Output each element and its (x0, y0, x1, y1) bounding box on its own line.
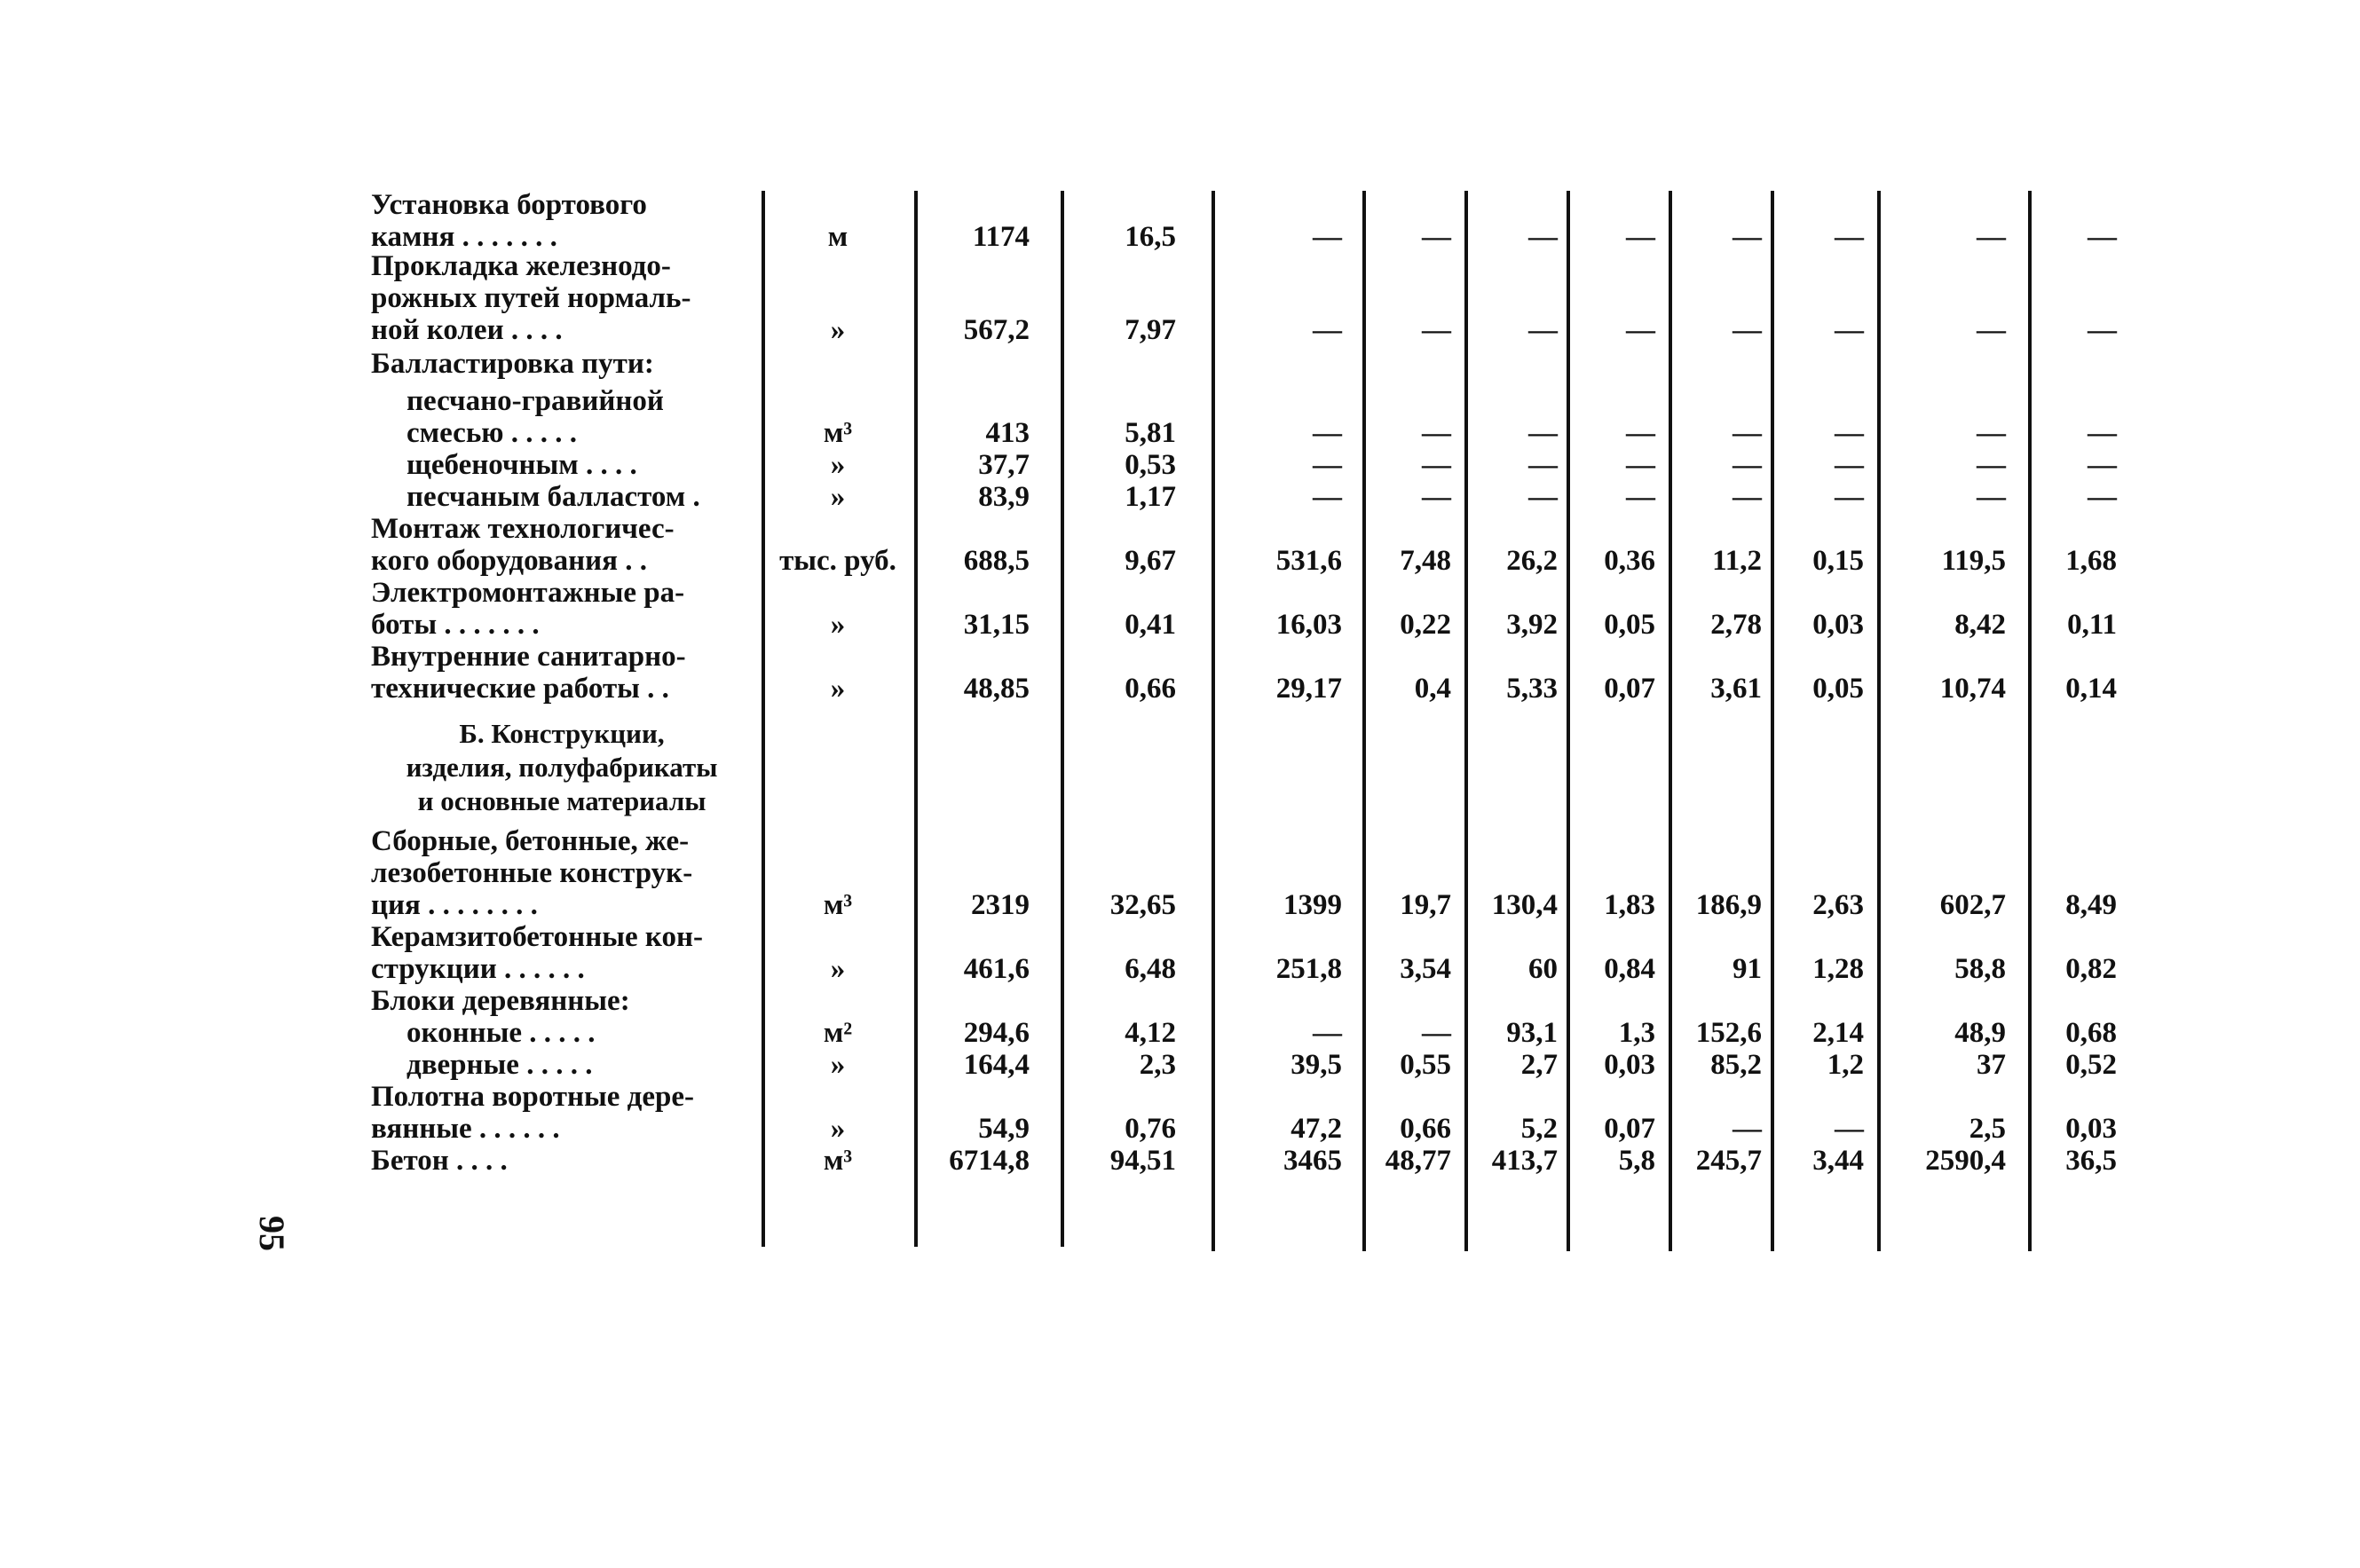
row-label: оконные . . . . . (406, 1017, 596, 1049)
value-cell: 152,6 (1695, 1017, 1762, 1049)
value-cell: 2319 (971, 889, 1030, 921)
column-rule (762, 191, 765, 1247)
column-rule (1061, 191, 1064, 1247)
row-label: Балластировка пути: (371, 348, 654, 380)
value-cell: — (1977, 449, 2006, 481)
row-label: камня . . . . . . . (371, 221, 557, 253)
value-cell: — (1835, 449, 1864, 481)
value-cell: 93,1 (1506, 1017, 1558, 1049)
value-cell: 461,6 (963, 953, 1030, 985)
value-cell: — (1528, 481, 1558, 513)
value-cell: — (1835, 481, 1864, 513)
unit-cell: » (830, 673, 846, 705)
value-cell: 3,61 (1710, 673, 1762, 705)
row-label: рожных путей нормаль- (371, 282, 691, 314)
value-cell: 0,66 (1125, 673, 1176, 705)
value-cell: 186,9 (1695, 889, 1762, 921)
value-cell: 29,17 (1275, 673, 1342, 705)
value-cell: — (1528, 417, 1558, 449)
unit-cell: м (827, 221, 848, 253)
row-label: технические работы . . (371, 673, 669, 705)
row-label: боты . . . . . . . (371, 609, 540, 641)
value-cell: — (1733, 314, 1762, 346)
column-rule (914, 191, 918, 1247)
value-cell: 2,14 (1812, 1017, 1864, 1049)
value-cell: — (1313, 449, 1342, 481)
value-cell: — (1835, 221, 1864, 253)
value-cell: 32,65 (1109, 889, 1176, 921)
value-cell: — (1626, 221, 1655, 253)
value-cell: 11,2 (1712, 545, 1762, 577)
value-cell: 2,3 (1139, 1049, 1176, 1081)
value-cell: 0,76 (1125, 1113, 1176, 1145)
value-cell: 91 (1733, 953, 1762, 985)
value-cell: 16,5 (1125, 221, 1176, 253)
value-cell: 0,03 (1604, 1049, 1655, 1081)
value-cell: — (1733, 481, 1762, 513)
value-cell: 0,07 (1604, 673, 1655, 705)
value-cell: 9,67 (1125, 545, 1176, 577)
unit-cell: » (830, 1113, 846, 1145)
value-cell: — (1626, 481, 1655, 513)
value-cell: — (1835, 314, 1864, 346)
section-heading: и основные материалы (417, 785, 706, 816)
value-cell: — (1733, 221, 1762, 253)
value-cell: — (1313, 314, 1342, 346)
value-cell: 602,7 (1939, 889, 2006, 921)
row-label: ция . . . . . . . . (371, 889, 538, 921)
value-cell: — (1313, 481, 1342, 513)
value-cell: 16,03 (1275, 609, 1342, 641)
value-cell: 688,5 (963, 545, 1030, 577)
value-cell: — (1422, 481, 1451, 513)
value-cell: 413,7 (1491, 1145, 1558, 1177)
unit-cell: » (830, 609, 846, 641)
row-label: струкции . . . . . . (371, 953, 585, 985)
value-cell: 39,5 (1291, 1049, 1342, 1081)
value-cell: — (1626, 417, 1655, 449)
value-cell: 54,9 (978, 1113, 1030, 1145)
value-cell: — (1313, 1017, 1342, 1049)
value-cell: — (1733, 1113, 1762, 1145)
value-cell: 119,5 (1941, 545, 2006, 577)
value-cell: 48,85 (963, 673, 1030, 705)
value-cell: — (1422, 449, 1451, 481)
value-cell: 0,52 (2065, 1049, 2117, 1081)
value-cell: 1,3 (1618, 1017, 1655, 1049)
section-heading: Б. Конструкции, (459, 718, 665, 749)
column-rule (1877, 191, 1881, 1251)
row-label: Бетон . . . . (371, 1145, 508, 1177)
value-cell: 31,15 (963, 609, 1030, 641)
value-cell: 531,6 (1275, 545, 1342, 577)
column-rule (1771, 191, 1774, 1251)
value-cell: — (1835, 417, 1864, 449)
value-cell: 2,63 (1812, 889, 1864, 921)
row-label: щебеночным . . . . (406, 449, 637, 481)
value-cell: — (2088, 481, 2117, 513)
column-rule (1212, 191, 1215, 1251)
value-cell: 7,97 (1125, 314, 1176, 346)
value-cell: 0,36 (1604, 545, 1655, 577)
value-cell: — (1733, 449, 1762, 481)
value-cell: 4,12 (1125, 1017, 1176, 1049)
value-cell: — (1422, 221, 1451, 253)
value-cell: 19,7 (1400, 889, 1451, 921)
value-cell: — (1977, 314, 2006, 346)
value-cell: — (2088, 449, 2117, 481)
row-label: Установка бортового (371, 189, 647, 221)
value-cell: 94,51 (1109, 1145, 1176, 1177)
value-cell: 37,7 (978, 449, 1030, 481)
value-cell: 0,11 (2067, 609, 2117, 641)
row-label: Монтаж технологичес- (371, 513, 675, 545)
unit-cell: » (830, 1049, 846, 1081)
value-cell: 0,07 (1604, 1113, 1655, 1145)
column-rule (1669, 191, 1672, 1251)
row-label: лезобетонные конструк- (371, 857, 693, 889)
row-label: ной колеи . . . . (371, 314, 563, 346)
value-cell: — (1626, 449, 1655, 481)
value-cell: 2,7 (1520, 1049, 1558, 1081)
unit-cell: м³ (823, 1145, 853, 1177)
value-cell: — (1626, 314, 1655, 346)
value-cell: 0,84 (1604, 953, 1655, 985)
value-cell: 0,82 (2065, 953, 2117, 985)
unit-cell: » (830, 481, 846, 513)
value-cell: 3,54 (1400, 953, 1451, 985)
value-cell: 0,15 (1812, 545, 1864, 577)
row-label: Электромонтажные ра- (371, 577, 685, 609)
row-label: Внутренние санитарно- (371, 641, 686, 673)
value-cell: 0,14 (2065, 673, 2117, 705)
value-cell: 0,03 (1812, 609, 1864, 641)
value-cell: 58,8 (1954, 953, 2006, 985)
value-cell: 0,55 (1400, 1049, 1451, 1081)
value-cell: 48,77 (1385, 1145, 1451, 1177)
value-cell: — (2088, 314, 2117, 346)
value-cell: 0,05 (1604, 609, 1655, 641)
value-cell: 567,2 (963, 314, 1030, 346)
value-cell: 1,17 (1125, 481, 1176, 513)
column-rule (1567, 191, 1570, 1251)
value-cell: 1174 (972, 221, 1030, 253)
value-cell: 36,5 (2065, 1145, 2117, 1177)
value-cell: 6,48 (1125, 953, 1176, 985)
value-cell: 7,48 (1400, 545, 1451, 577)
value-cell: 164,4 (963, 1049, 1030, 1081)
value-cell: — (1835, 1113, 1864, 1145)
row-label: Сборные, бетонные, же- (371, 825, 690, 857)
value-cell: 5,81 (1125, 417, 1176, 449)
value-cell: 8,42 (1954, 609, 2006, 641)
unit-cell: » (830, 953, 846, 985)
value-cell: — (1528, 449, 1558, 481)
section-heading: изделия, полуфабрикаты (406, 752, 718, 783)
value-cell: 0,22 (1400, 609, 1451, 641)
value-cell: 413 (985, 417, 1030, 449)
value-cell: 60 (1528, 953, 1558, 985)
value-cell: — (1528, 221, 1558, 253)
unit-cell: тыс. руб. (779, 545, 896, 577)
page-number: 95 (252, 1216, 292, 1251)
value-cell: — (1422, 1017, 1451, 1049)
value-cell: 47,2 (1291, 1113, 1342, 1145)
value-cell: — (1977, 221, 2006, 253)
row-label: кого оборудования . . (371, 545, 647, 577)
value-cell: 48,9 (1954, 1017, 2006, 1049)
value-cell: 3,92 (1506, 609, 1558, 641)
row-label: Полотна воротные дере- (371, 1081, 695, 1113)
column-rule (2028, 191, 2032, 1251)
row-label: Керамзитобетонные кон- (371, 921, 703, 953)
value-cell: 1399 (1283, 889, 1342, 921)
value-cell: 5,8 (1618, 1145, 1655, 1177)
value-cell: 2,78 (1710, 609, 1762, 641)
value-cell: — (1422, 417, 1451, 449)
value-cell: 0,41 (1125, 609, 1176, 641)
value-cell: 0,03 (2065, 1113, 2117, 1145)
row-label: смесью . . . . . (406, 417, 577, 449)
row-label: песчано-гравийной (406, 385, 664, 417)
value-cell: 8,49 (2065, 889, 2117, 921)
value-cell: 251,8 (1275, 953, 1342, 985)
value-cell: 83,9 (978, 481, 1030, 513)
row-label: вянные . . . . . . (371, 1113, 560, 1145)
value-cell: — (1313, 221, 1342, 253)
row-label: дверные . . . . . (406, 1049, 593, 1081)
value-cell: 26,2 (1506, 545, 1558, 577)
value-cell: 1,2 (1827, 1049, 1864, 1081)
value-cell: — (1422, 314, 1451, 346)
value-cell: — (1733, 417, 1762, 449)
value-cell: 0,4 (1414, 673, 1451, 705)
value-cell: — (1313, 417, 1342, 449)
value-cell: — (1528, 314, 1558, 346)
value-cell: 3,44 (1812, 1145, 1864, 1177)
value-cell: 2590,4 (1925, 1145, 2006, 1177)
row-label: Прокладка железнодо- (371, 250, 671, 282)
value-cell: 0,53 (1125, 449, 1176, 481)
value-cell: — (2088, 221, 2117, 253)
unit-cell: м³ (823, 417, 853, 449)
value-cell: 0,05 (1812, 673, 1864, 705)
value-cell: 37 (1977, 1049, 2006, 1081)
value-cell: 2,5 (1969, 1113, 2006, 1145)
value-cell: 1,68 (2065, 545, 2117, 577)
value-cell: 130,4 (1491, 889, 1558, 921)
value-cell: 294,6 (963, 1017, 1030, 1049)
value-cell: 5,33 (1506, 673, 1558, 705)
unit-cell: м³ (823, 889, 853, 921)
unit-cell: м² (823, 1017, 853, 1049)
value-cell: 1,28 (1812, 953, 1864, 985)
value-cell: 1,83 (1604, 889, 1655, 921)
value-cell: 6714,8 (949, 1145, 1030, 1177)
unit-cell: » (830, 449, 846, 481)
value-cell: — (1977, 481, 2006, 513)
value-cell: 0,66 (1400, 1113, 1451, 1145)
column-rule (1362, 191, 1366, 1251)
value-cell: 5,2 (1520, 1113, 1558, 1145)
unit-cell: » (830, 314, 846, 346)
value-cell: 245,7 (1695, 1145, 1762, 1177)
row-label: песчаным балластом . (406, 481, 700, 513)
value-cell: 10,74 (1939, 673, 2006, 705)
value-cell: 85,2 (1710, 1049, 1762, 1081)
value-cell: 0,68 (2065, 1017, 2117, 1049)
value-cell: — (1977, 417, 2006, 449)
row-label: Блоки деревянные: (371, 985, 630, 1017)
value-cell: — (2088, 417, 2117, 449)
column-rule (1464, 191, 1468, 1251)
value-cell: 3465 (1283, 1145, 1342, 1177)
